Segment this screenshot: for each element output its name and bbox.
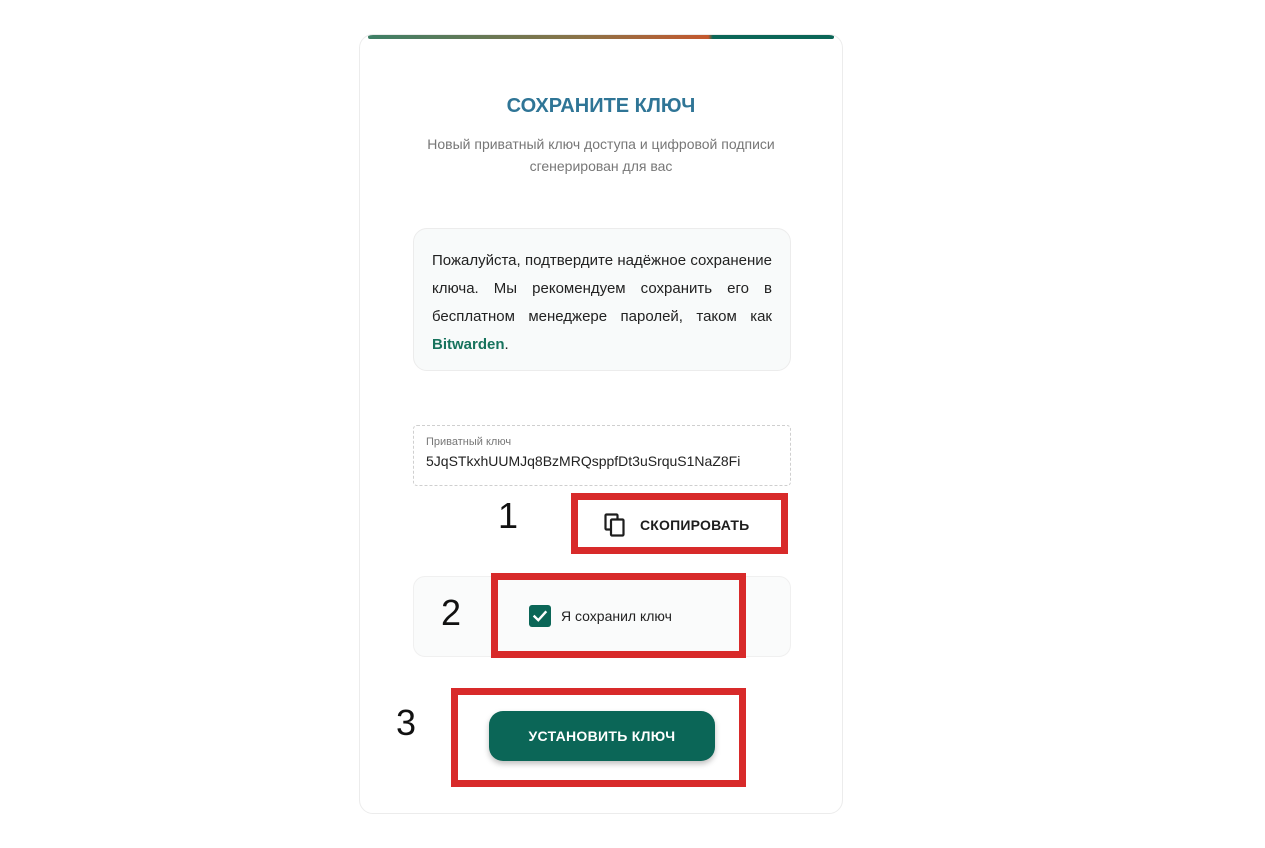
info-text: Пожалуйста, подтвердите надёжное сохранение ключа. Мы рекомендуем сохранить его в бесплатном менеджере паролей, таком как [432, 252, 772, 325]
step-number-2: 2 [441, 592, 462, 633]
highlight-box-2 [491, 573, 746, 658]
info-box [413, 228, 791, 371]
private-key-value[interactable]: 5JqSTkxhUUMJq8BzMRQsppfDt3uSrquS1NaZ8Fi [426, 453, 741, 469]
page-title: СОХРАНИТЕ КЛЮЧ [506, 95, 696, 117]
page-subtitle: Новый приватный ключ доступа и цифровой подписи сгенерирован для вас [427, 136, 775, 174]
private-key-field[interactable] [413, 425, 791, 486]
highlight-box-1 [571, 493, 788, 554]
copy-button-label: СКОПИРОВАТЬ [640, 517, 750, 533]
info-text-end: . [504, 336, 509, 353]
step-number-3: 3 [396, 702, 417, 743]
highlight-box-3 [451, 688, 746, 787]
confirm-checkbox-label: Я сохранил ключ [561, 608, 672, 624]
bitwarden-link[interactable]: Bitwarden [432, 336, 505, 353]
private-key-label: Приватный ключ [426, 436, 512, 448]
set-key-button[interactable]: УСТАНОВИТЬ КЛЮЧ [489, 711, 715, 761]
accent-bar [368, 35, 834, 39]
step-number-1: 1 [498, 495, 519, 536]
